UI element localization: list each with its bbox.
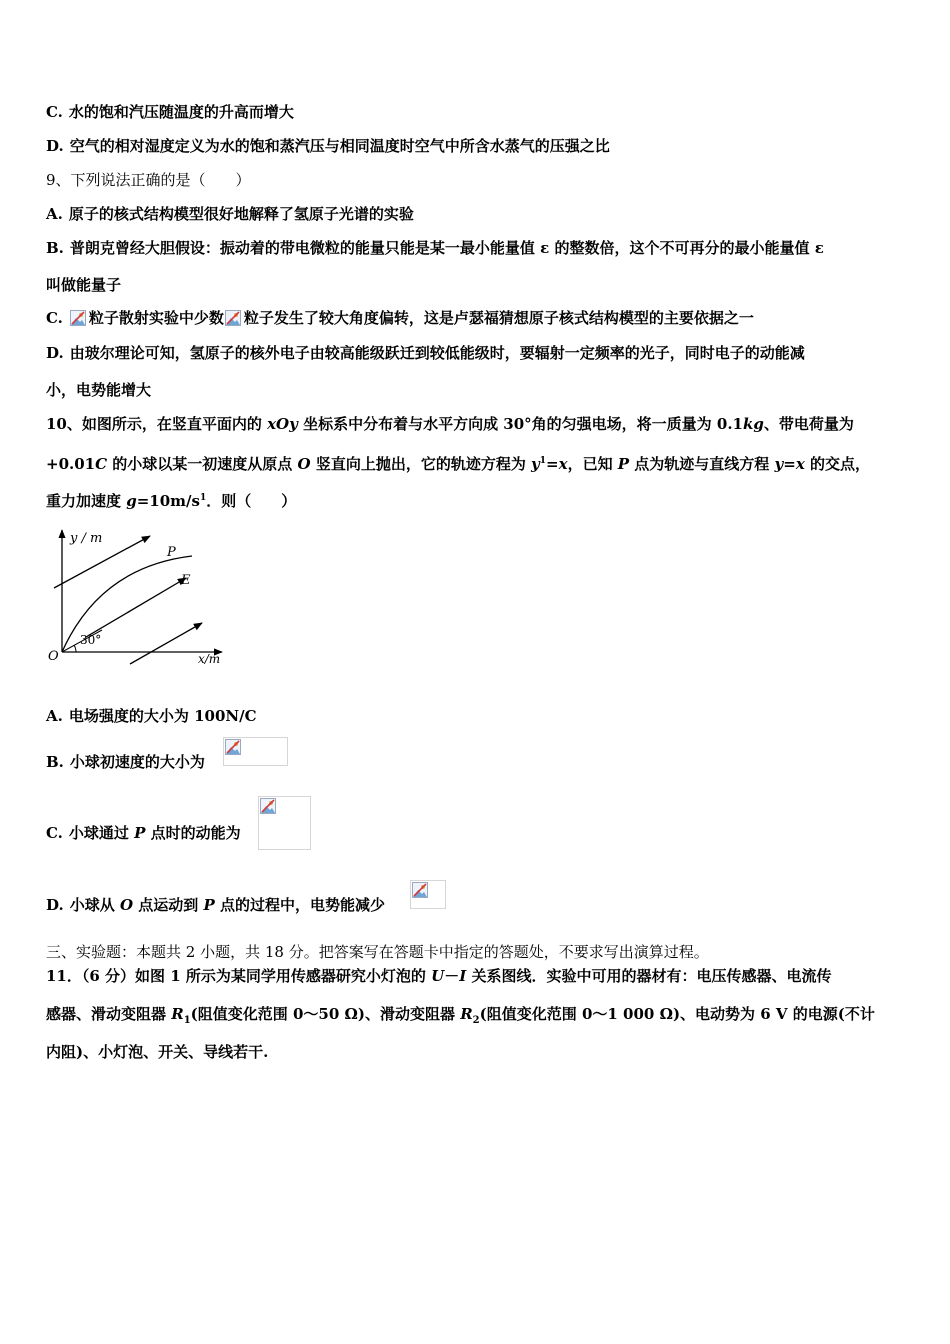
q10-stem-line1 [46, 414, 854, 434]
q10-option-a [46, 706, 257, 726]
option-text: 由玻尔理论可知，氢原子的核外电子由较高能级跃迁到较低能级时，要辐射一定频率的光子，同时电子的动能减 [69, 344, 805, 362]
option-text: 空气的相对湿度定义为水的饱和蒸汽压与相同温度时空气中所含水蒸气的压强之比 [69, 137, 610, 155]
option-text: 原子的核式结构模型很好地解释了氢原子光谱的实验 [68, 205, 414, 223]
text: 10、如图所示，在竖直平面内的 [46, 415, 268, 433]
broken-image-icon [258, 796, 311, 850]
angle-arc [74, 645, 76, 652]
var: y [531, 455, 540, 473]
text: 感器、滑动变阻器 [46, 1005, 172, 1023]
text: 的小球以某一初速度从原点 [107, 455, 298, 473]
q9-stem: 9、下列说法正确的是（ ） [46, 171, 251, 189]
option-label: C. [46, 309, 63, 327]
superscript: 1 [539, 456, 547, 466]
q9-option-a [46, 204, 414, 224]
q11-line2 [46, 1004, 875, 1031]
text: =10m/s [136, 492, 200, 510]
q10-figure [40, 522, 240, 672]
q9-option-b-cont: 叫做能量子 [46, 276, 122, 294]
text: 点为轨迹与直线方程 [629, 455, 775, 473]
text: 、带电荷量为 [763, 415, 854, 433]
text: ．则（ ） [206, 492, 297, 510]
broken-image-icon [69, 309, 89, 329]
option-text: 点运动到 [133, 896, 204, 914]
q10-option-b [46, 752, 205, 772]
field-e-label: E [181, 573, 191, 588]
subscript: 1 [183, 1015, 191, 1026]
option-label: D. [46, 344, 64, 362]
text: 竖直向上抛出，它的轨迹方程为 [310, 455, 532, 473]
y-axis-label: y / m [70, 531, 103, 546]
angle-label: 30° [80, 633, 102, 647]
option-label: B. [46, 239, 64, 257]
option-label: C. [46, 103, 63, 121]
var: P [203, 896, 215, 914]
q9-option-d [46, 343, 805, 363]
text: 的交点， [804, 455, 870, 473]
text: +0.01 [46, 455, 96, 473]
var: x [558, 455, 568, 473]
q10-stem-line3 [46, 488, 296, 511]
option-label: A. [46, 707, 63, 725]
var: O [119, 896, 134, 914]
option-text: 小球从 [69, 896, 120, 914]
broken-image-icon [410, 880, 446, 909]
field-line [130, 623, 202, 664]
option-label: A. [46, 205, 63, 223]
option-text: 粒子散射实验中少数 [88, 309, 224, 327]
x-axis-label: x/m [198, 652, 221, 666]
text: 11．（6 分）如图 1 所示为某同学用传感器研究小灯泡的 [46, 967, 432, 985]
equation: y=x [774, 455, 805, 473]
q11-line1 [46, 966, 832, 986]
text: (阻值变化范围 0～1 000 Ω)、电动势为 6 V 的电源(不计 [479, 1005, 875, 1023]
text: 坐标系中分布着与水平方向成 30°角的匀强电场，将一质量为 0.1 [297, 415, 743, 433]
option-label: D. [46, 137, 64, 155]
field-line [86, 578, 186, 637]
text: = [546, 455, 559, 473]
option-label: D. [46, 896, 64, 914]
point-p-label: P [167, 545, 176, 560]
var: P [617, 455, 630, 473]
var: O [297, 455, 311, 473]
section-heading: 三、实验题：本题共 2 小题，共 18 分。把答案写在答题卡中指定的答题处，不要求写出演算过程。 [46, 943, 709, 961]
q10-option-d [46, 895, 385, 915]
q9-option-d-cont: 小，电势能增大 [46, 381, 152, 399]
text: ，已知 [567, 455, 618, 473]
option-text: 粒子发生了较大角度偏转，这是卢瑟福猜想原子核式结构模型的主要依据之一 [243, 309, 754, 327]
q8-option-c [46, 102, 294, 122]
var: g [126, 492, 137, 510]
q11-line3: 内阻)、小灯泡、开关、导线若干. [46, 1043, 269, 1061]
var: P [134, 824, 146, 842]
option-text: 点时的动能为 [145, 824, 241, 842]
var: I [459, 967, 467, 985]
unit: kg [742, 415, 764, 433]
option-label: B. [46, 753, 64, 771]
text: 重力加速度 [46, 492, 127, 510]
option-text: 普朗克曾经大胆假设：振动着的带电微粒的能量只能是某一最小能量值 ε 的整数倍，这个不可再分的最小能量值 ε [69, 239, 824, 257]
q10-option-c [46, 823, 241, 843]
q9-option-c [46, 308, 754, 329]
q9-option-b [46, 238, 824, 258]
q10-stem-line2 [46, 451, 870, 474]
broken-image-icon [224, 309, 244, 329]
option-text: 水的饱和汽压随温度的升高而增大 [68, 103, 294, 121]
option-text: 电场强度的大小为 100N/C [68, 707, 257, 725]
superscript: 1 [199, 493, 207, 503]
unit: C [95, 455, 108, 473]
var: U [431, 967, 445, 985]
var: xOy [267, 415, 298, 433]
q8-option-d [46, 136, 610, 156]
option-text: 小球通过 [68, 824, 135, 842]
option-text: 点的过程中，电势能减少 [214, 896, 385, 914]
text: － [444, 967, 460, 985]
var: R [460, 1005, 473, 1023]
origin-label: O [48, 649, 59, 664]
option-text: 小球初速度的大小为 [69, 753, 205, 771]
broken-image-icon [223, 737, 288, 766]
var: R [171, 1005, 184, 1023]
text: (阻值变化范围 0～50 Ω)、滑动变阻器 [190, 1005, 461, 1023]
option-label: C. [46, 824, 63, 842]
text: 关系图线．实验中可用的器材有：电压传感器、电流传 [466, 967, 832, 985]
subscript: 2 [472, 1015, 480, 1026]
